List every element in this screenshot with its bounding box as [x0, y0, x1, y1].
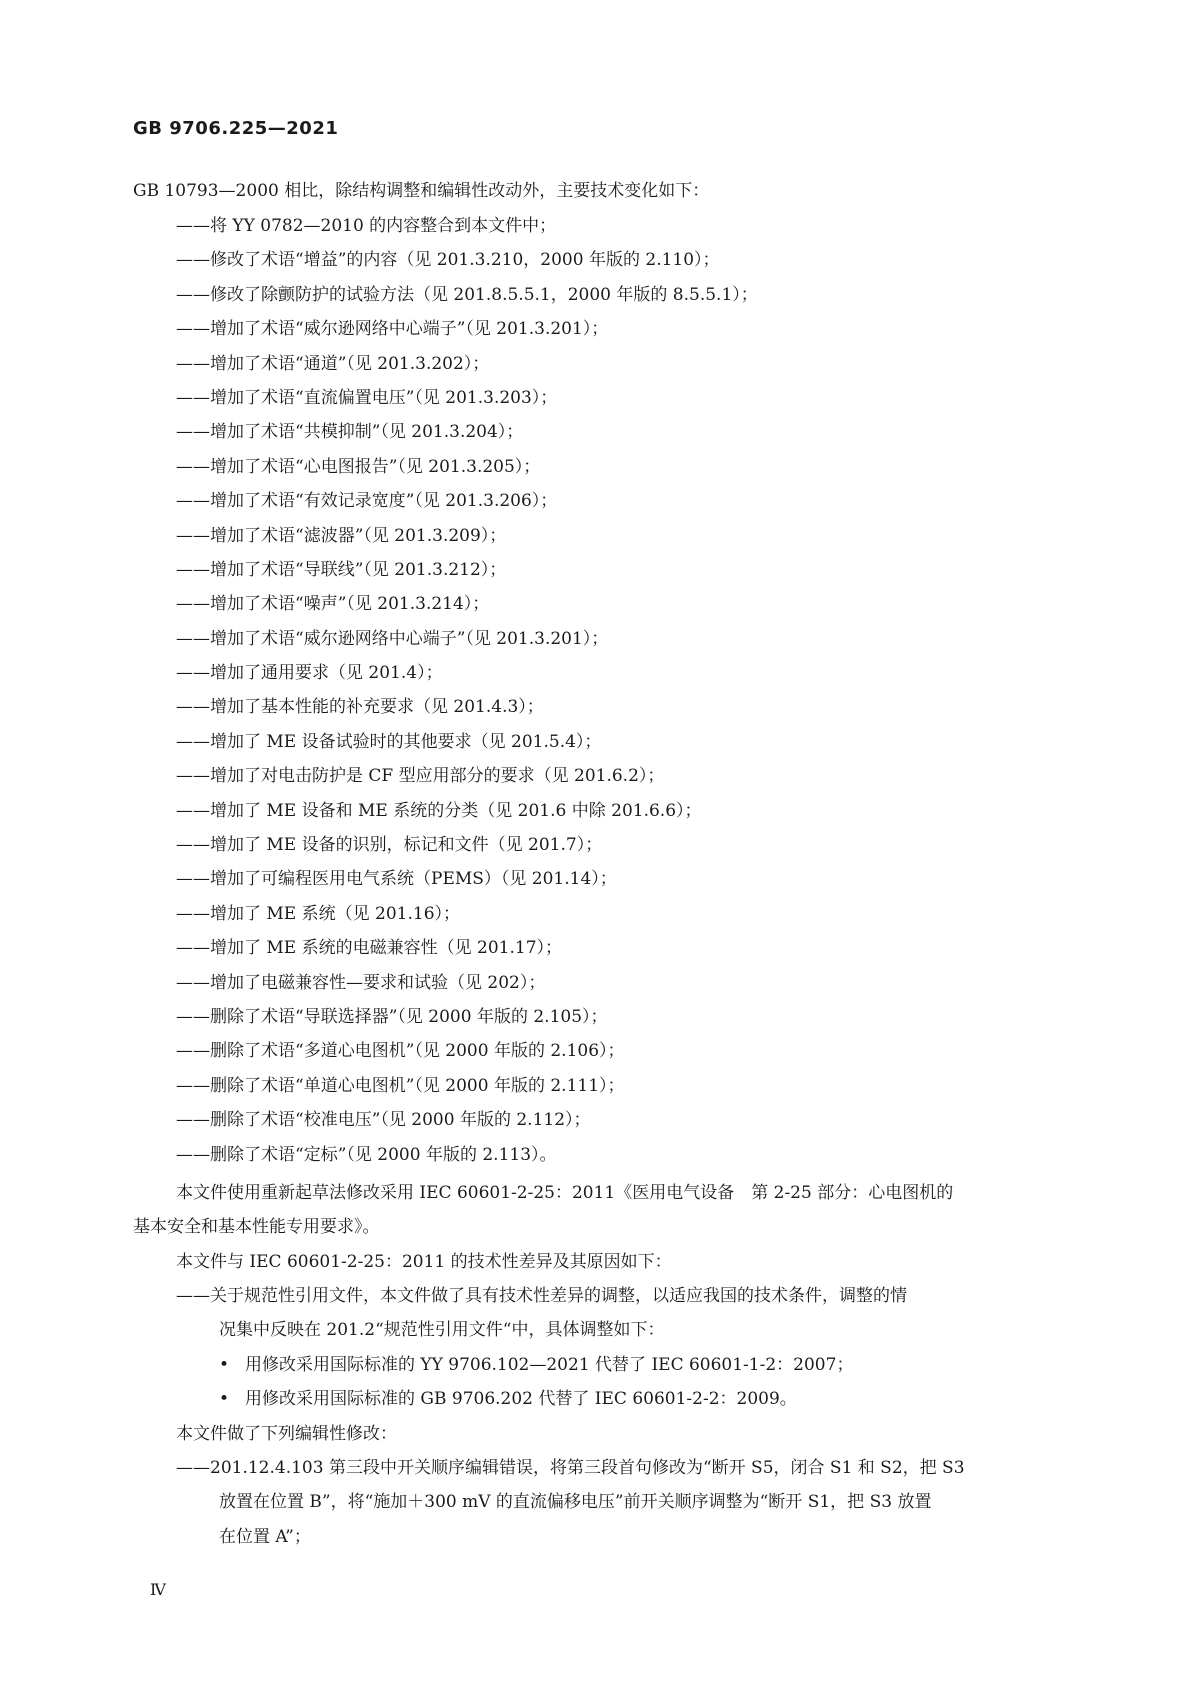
list-item: ——增加了术语“噪声”（见 201.3.214）；: [176, 594, 490, 615]
technical-difference-item-line2: 况集中反映在 201.2“规范性引用文件“中，具体调整如下：: [219, 1320, 665, 1340]
list-item: ——增加了术语“通道”（见 201.3.202）；: [176, 353, 490, 374]
list-item: ——删除了术语“单道心电图机”（见 2000 年版的 2.111）；: [176, 1075, 625, 1096]
adoption-paragraph-line1: 本文件使用重新起草法修改采用 IEC 60601-2-25：2011《医用电气设备 第 2-25 部分：心电图机的: [176, 1183, 954, 1203]
list-item: ——增加了可编程医用电气系统（PEMS）（见 201.14）；: [176, 869, 617, 890]
list-item: ——删除了术语“多道心电图机”（见 2000 年版的 2.106）；: [176, 1041, 625, 1062]
list-item: ——修改了术语“增益”的内容（见 201.3.210，2000 年版的 2.110）；: [176, 250, 720, 271]
list-item: ——删除了术语“导联选择器”（见 2000 年版的 2.105）；: [176, 1006, 608, 1027]
list-item: ——增加了通用要求（见 201.4）；: [176, 663, 443, 684]
bullet-text: 用修改采用国际标准的 YY 9706.102—2021 代替了 IEC 60601-1-2：2007；: [245, 1355, 854, 1375]
list-item: ——增加了术语“共模抑制”（见 201.3.204）；: [176, 422, 524, 443]
bullet-item: [219, 1355, 853, 1375]
editorial-item-line3: 在位置 A”；: [219, 1527, 311, 1547]
technical-difference-item-line1: ——关于规范性引用文件，本文件做了具有技术性差异的调整，以适应我国的技术条件，调整的情: [176, 1286, 907, 1306]
list-item: ——增加了术语“威尔逊网络中心端子”（见 201.3.201）；: [176, 628, 609, 649]
list-item: ——增加了对电击防护是 CF 型应用部分的要求（见 201.6.2）；: [176, 766, 665, 787]
list-item: ——增加了 ME 设备的识别，标记和文件（见 201.7）；: [176, 835, 603, 856]
list-item: ——增加了 ME 系统（见 201.16）；: [176, 903, 461, 924]
list-item: ——增加了术语“心电图报告”（见 201.3.205）；: [176, 456, 541, 477]
editorial-intro: 本文件做了下列编辑性修改：: [176, 1424, 397, 1444]
intro-line: GB 10793—2000 相比，除结构调整和编辑性改动外，主要技术变化如下：: [133, 181, 710, 201]
list-item: ——增加了术语“直流偏置电压”（见 201.3.203）；: [176, 387, 558, 408]
technical-differences-intro: 本文件与 IEC 60601-2-25：2011 的技术性差异及其原因如下：: [176, 1252, 672, 1272]
list-item: ——将 YY 0782—2010 的内容整合到本文件中；: [176, 216, 557, 236]
list-item: ——增加了 ME 系统的电磁兼容性（见 201.17）；: [176, 938, 563, 959]
list-item: ——增加了 ME 设备试验时的其他要求（见 201.5.4）；: [176, 731, 602, 752]
list-item: ——删除了术语“定标”（见 2000 年版的 2.113）。: [176, 1144, 557, 1165]
list-item: ——增加了术语“威尔逊网络中心端子”（见 201.3.201）；: [176, 319, 609, 340]
bullet-item: [219, 1389, 797, 1409]
list-item: ——增加了术语“滤波器”（见 201.3.209）；: [176, 525, 507, 546]
list-item: ——增加了 ME 设备和 ME 系统的分类（见 201.6 中除 201.6.6）；: [176, 800, 702, 821]
bullet-dot-icon: •: [219, 1389, 230, 1409]
list-item: ——修改了除颤防护的试验方法（见 201.8.5.5.1，2000 年版的 8.5.5.1）；: [176, 284, 758, 305]
editorial-item-line2: 放置在位置 B”，将“施加＋300 mV 的直流偏移电压”前开关顺序调整为“断开 S1，把 S3 放置: [219, 1492, 932, 1512]
bullet-dot-icon: •: [219, 1355, 230, 1375]
adoption-paragraph-line2: 基本安全和基本性能专用要求》。: [133, 1217, 380, 1237]
list-item: ——增加了电磁兼容性—要求和试验（见 202）；: [176, 972, 546, 993]
document-number-header: GB 9706.225—2021: [133, 118, 339, 139]
editorial-item-line1: ——201.12.4.103 第三段中开关顺序编辑错误，将第三段首句修改为“断开 S5，闭合 S1 和 S2，把 S3: [176, 1458, 965, 1478]
list-item: ——增加了术语“有效记录宽度”（见 201.3.206）；: [176, 491, 558, 512]
list-item: ——增加了基本性能的补充要求（见 201.4.3）；: [176, 697, 544, 718]
list-item: ——增加了术语“导联线”（见 201.3.212）；: [176, 559, 507, 580]
page-number: Ⅳ: [150, 1580, 166, 1599]
technical-changes-list: [176, 216, 758, 1179]
bullet-text: 用修改采用国际标准的 GB 9706.202 代替了 IEC 60601-2-2：2009。: [245, 1389, 797, 1409]
list-item: ——删除了术语“校准电压”（见 2000 年版的 2.112）；: [176, 1110, 591, 1131]
